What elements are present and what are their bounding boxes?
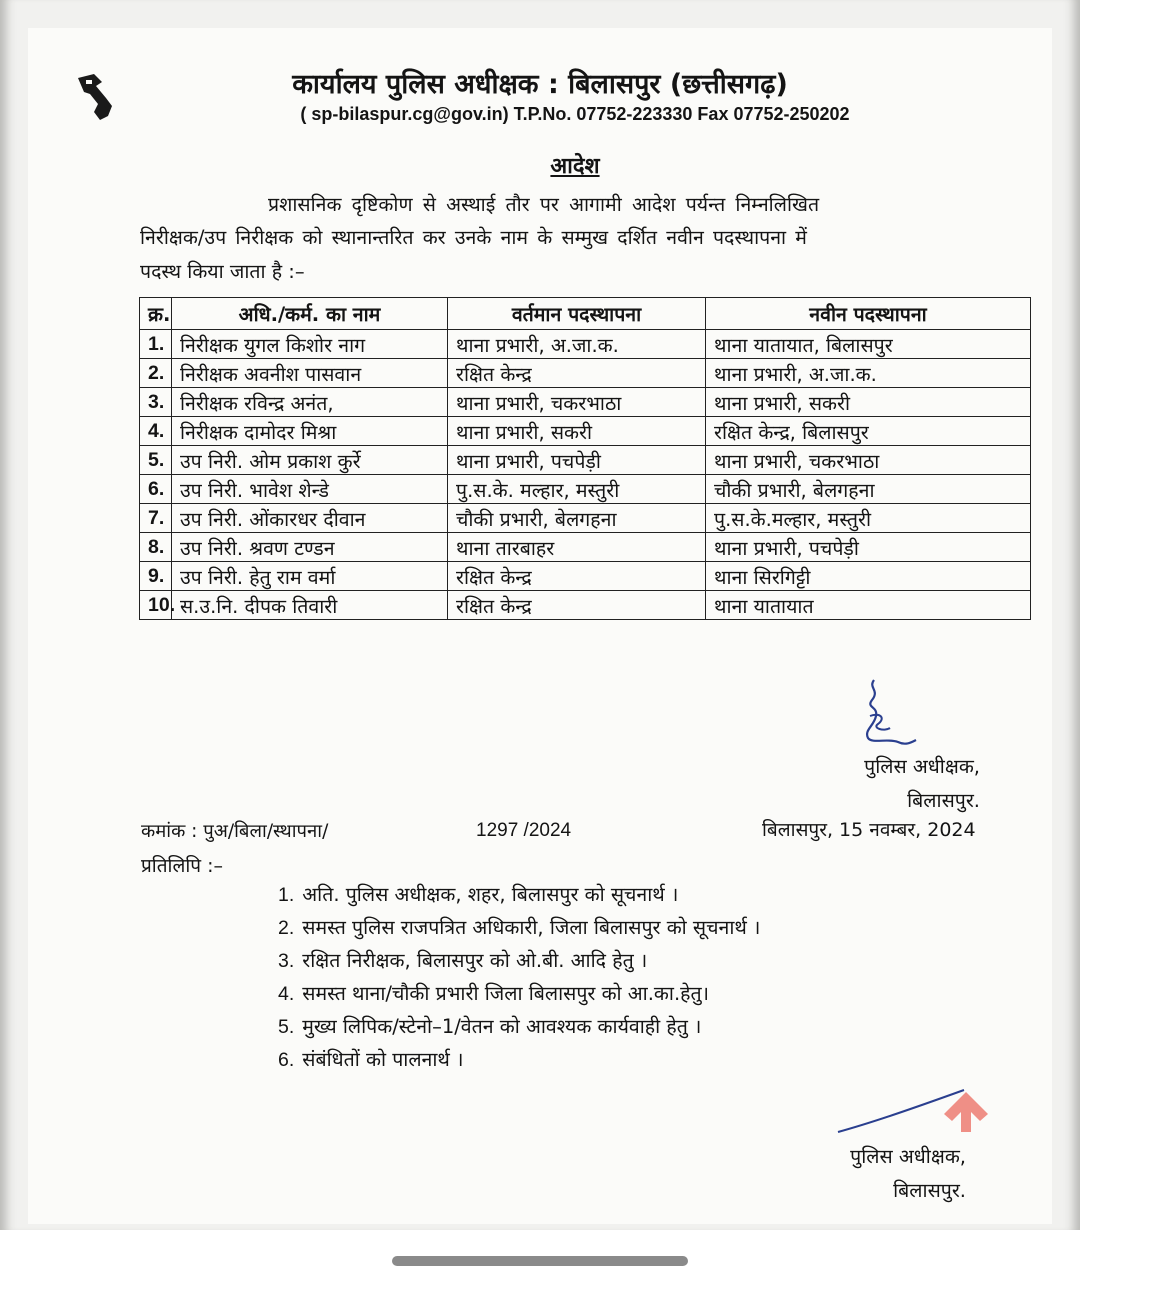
row-serial: 1.: [140, 330, 172, 359]
row-new-posting: थाना यातायात: [706, 591, 1031, 620]
signature-block-2: [780, 1140, 966, 1208]
row-officer-name: उप निरी. हेतु राम वर्मा: [172, 562, 448, 591]
row-serial: 7.: [140, 504, 172, 533]
table-header-row: [140, 298, 1031, 330]
order-heading: आदेश: [550, 154, 600, 179]
row-current-posting: थाना तारबाहर: [448, 533, 706, 562]
row-new-posting: थाना प्रभारी, पचपेड़ी: [706, 533, 1031, 562]
column-header-current-posting: वर्तमान पदस्थापना: [448, 298, 706, 330]
table-row: [140, 359, 1031, 388]
list-item-text: संबंधितों को पालनार्थ ।: [302, 1048, 464, 1071]
row-officer-name: निरीक्षक रविन्द्र अनंत,: [172, 388, 448, 417]
row-current-posting: चौकी प्रभारी, बेलगहना: [448, 504, 706, 533]
row-new-posting: चौकी प्रभारी, बेलगहना: [706, 475, 1031, 504]
row-new-posting: रक्षित केन्द्र, बिलासपुर: [706, 417, 1031, 446]
column-header-name: अधि./कर्म. का नाम: [172, 298, 448, 330]
list-item-number: 6.: [278, 1049, 295, 1071]
row-new-posting: थाना सिरगिट्टी: [706, 562, 1031, 591]
list-item-number: 5.: [278, 1016, 295, 1038]
row-new-posting: थाना प्रभारी, सकरी: [706, 388, 1031, 417]
list-item: [278, 944, 760, 977]
reference-number: 1297 /2024: [476, 820, 572, 841]
row-new-posting: थाना प्रभारी, चकरभाठा: [706, 446, 1031, 475]
transfer-table: [139, 297, 1031, 620]
column-header-serial: क्र.: [140, 298, 172, 330]
signature-mark: [858, 676, 920, 752]
list-item-text: मुख्य लिपिक/स्टेनो–1/वेतन को आवश्यक कार्यवाही हेतु ।: [302, 1015, 702, 1038]
list-item-number: 4.: [278, 983, 295, 1005]
scroll-to-top-button[interactable]: [936, 1084, 996, 1136]
row-current-posting: थाना प्रभारी, अ.जा.क.: [448, 330, 706, 359]
office-title: कार्यालय पुलिस अधीक्षक : बिलासपुर (छत्तीसगढ़): [292, 69, 788, 100]
reference-label: कमांक : पुअ/बिला/स्थापना/: [141, 821, 329, 842]
row-serial: 3.: [140, 388, 172, 417]
row-current-posting: थाना प्रभारी, पचपेड़ी: [448, 446, 706, 475]
order-intro-line-1: प्रशासनिक दृष्टिकोण से अस्थाई तौर पर आगामी आदेश पर्यन्त निम्नलिखित: [268, 193, 820, 216]
table-row: [140, 330, 1031, 359]
row-serial: 8.: [140, 533, 172, 562]
row-current-posting: थाना प्रभारी, सकरी: [448, 417, 706, 446]
row-serial: 6.: [140, 475, 172, 504]
list-item: [278, 878, 760, 911]
row-officer-name: निरीक्षक युगल किशोर नाग: [172, 330, 448, 359]
home-indicator[interactable]: [392, 1256, 688, 1266]
row-new-posting: थाना यातायात, बिलासपुर: [706, 330, 1031, 359]
order-date: बिलासपुर, 15 नवम्बर, 2024: [762, 819, 976, 841]
row-officer-name: उप निरी. ओम प्रकाश कुर्रे: [172, 446, 448, 475]
list-item-text: समस्त थाना/चौकी प्रभारी जिला बिलासपुर को आ.का.हेतु।: [302, 982, 710, 1005]
office-contact: ( sp-bilaspur.cg@gov.in) T.P.No. 07752-223330 Fax 07752-250202: [300, 104, 850, 124]
signature-block-1: [800, 750, 980, 818]
list-item: [278, 1010, 760, 1043]
list-item-text: समस्त पुलिस राजपत्रित अधिकारी, जिला बिलासपुर को सूचनार्थ ।: [302, 916, 761, 939]
row-serial: 5.: [140, 446, 172, 475]
list-item: [278, 977, 760, 1010]
row-officer-name: निरीक्षक अवनीश पासवान: [172, 359, 448, 388]
list-item-text: रक्षित निरीक्षक, बिलासपुर को ओ.बी. आदि हेतु ।: [302, 949, 648, 972]
table-row: [140, 562, 1031, 591]
row-current-posting: पु.स.के. मल्हार, मस्तुरी: [448, 475, 706, 504]
table-row: [140, 417, 1031, 446]
list-item-number: 3.: [278, 950, 295, 972]
row-current-posting: रक्षित केन्द्र: [448, 562, 706, 591]
order-intro-line-2: निरीक्षक/उप निरीक्षक को स्थानान्तरित कर उनके नाम के सम्मुख दर्शित नवीन पदस्थापना में: [140, 226, 807, 249]
table-row: [140, 591, 1031, 620]
row-current-posting: थाना प्रभारी, चकरभाठा: [448, 388, 706, 417]
list-item-number: 1.: [278, 884, 295, 906]
list-item-number: 2.: [278, 917, 295, 939]
row-officer-name: उप निरी. भावेश शेन्डे: [172, 475, 448, 504]
signatory-place: बिलासपुर.: [893, 1179, 966, 1202]
signatory-designation: पुलिस अधीक्षक,: [850, 1145, 966, 1168]
arrow-up-icon: [936, 1084, 996, 1136]
copy-to-list: [278, 878, 760, 1076]
row-serial: 10.: [140, 591, 172, 620]
table-row: [140, 446, 1031, 475]
row-officer-name: उप निरी. श्रवण टण्डन: [172, 533, 448, 562]
row-new-posting: थाना प्रभारी, अ.जा.क.: [706, 359, 1031, 388]
list-item: [278, 911, 760, 944]
column-header-new-posting: नवीन पदस्थापना: [706, 298, 1031, 330]
copy-to-label: प्रतिलिपि :–: [141, 855, 224, 877]
row-officer-name: स.उ.नि. दीपक तिवारी: [172, 591, 448, 620]
list-item-text: अति. पुलिस अधीक्षक, शहर, बिलासपुर को सूचनार्थ ।: [302, 883, 679, 906]
order-intro-line-3: पदस्थ किया जाता है :–: [140, 260, 305, 283]
signatory-place: बिलासपुर.: [907, 789, 980, 812]
row-current-posting: रक्षित केन्द्र: [448, 359, 706, 388]
table-row: [140, 475, 1031, 504]
table-row: [140, 533, 1031, 562]
list-item: [278, 1043, 760, 1076]
row-officer-name: उप निरी. ओंकारधर दीवान: [172, 504, 448, 533]
signatory-designation: पुलिस अधीक्षक,: [864, 755, 980, 778]
row-officer-name: निरीक्षक दामोदर मिश्रा: [172, 417, 448, 446]
table-row: [140, 504, 1031, 533]
row-serial: 4.: [140, 417, 172, 446]
row-serial: 2.: [140, 359, 172, 388]
row-serial: 9.: [140, 562, 172, 591]
row-current-posting: रक्षित केन्द्र: [448, 591, 706, 620]
row-new-posting: पु.स.के.मल्हार, मस्तुरी: [706, 504, 1031, 533]
table-row: [140, 388, 1031, 417]
